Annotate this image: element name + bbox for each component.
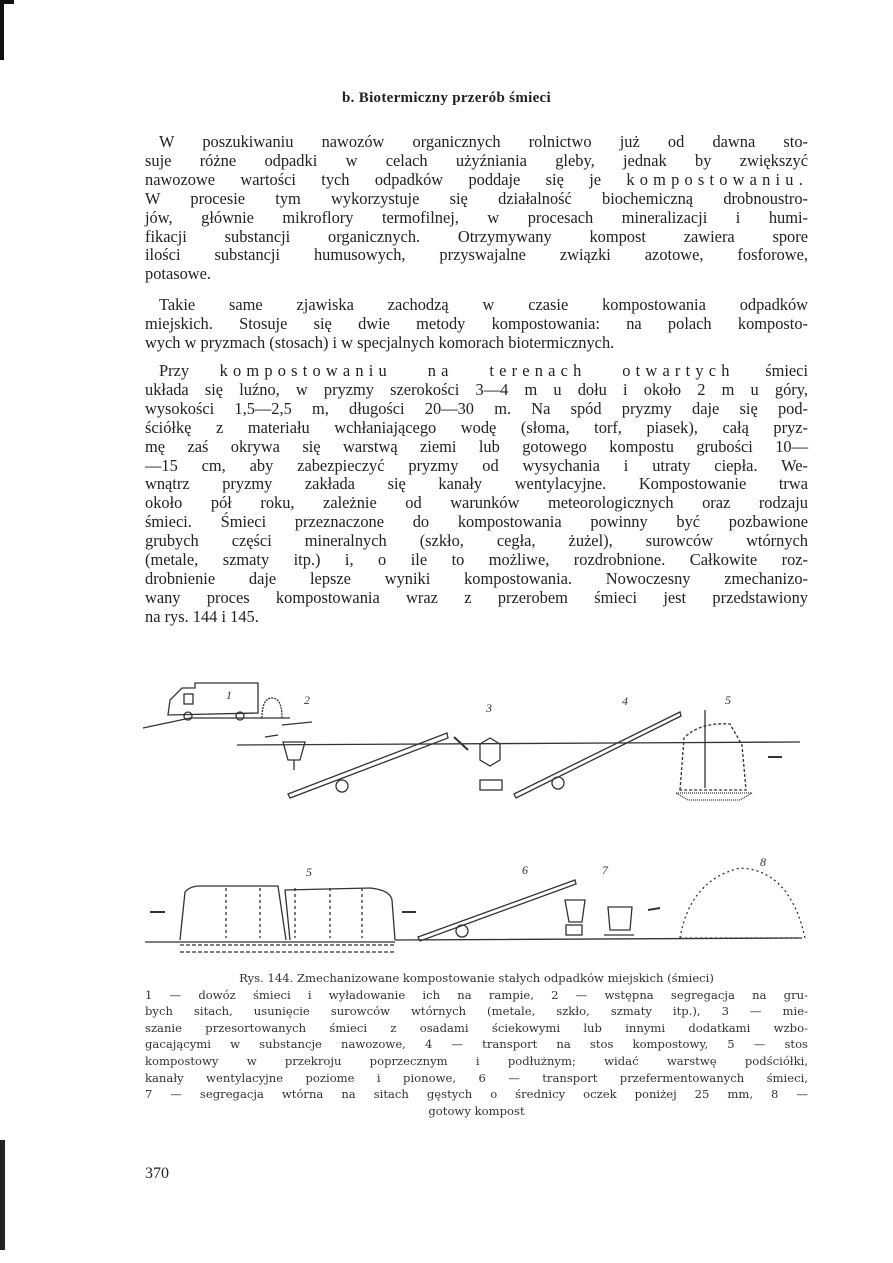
caption-line: kanały wentylacyjne poziome i pionowe, 6 — transport przefermentowanych śmieci, <box>145 1070 808 1085</box>
caption-title: Rys. 144. Zmechanizowane kompostowanie stałych odpadków miejskich (śmieci) <box>239 971 714 985</box>
truck-icon <box>168 683 282 720</box>
ramp-line <box>143 718 290 728</box>
figure-label: 5 <box>306 865 312 879</box>
text-segment: —15 cm, aby zabezpieczyć pryzmy od wysychania i utraty ciepła. We- <box>145 455 808 475</box>
figure-label: 3 <box>486 701 492 715</box>
text-segment: nawozowe wartości tych odpadków poddaje się je <box>145 169 627 189</box>
text-segment: Przy <box>159 361 220 380</box>
text-segment: ilości substancji humusowych, przyswajalne związki azotowe, fosforowe, <box>145 245 808 265</box>
text-segment: (metale, szmaty itp.) i, o ile to możliwe, rozdrobnione. Całkowite roz- <box>145 550 808 570</box>
caption-line: 7 — segregacja wtórna na sitach gęstych o średnicy oczek poniżej 25 mm, 8 — <box>145 1087 808 1102</box>
text-segment: fikacji substancji organicznych. Otrzymywany kompost zawiera spore <box>145 226 808 246</box>
figure-label: 1 <box>226 688 232 702</box>
figure-label: 7 <box>602 863 608 877</box>
mixer-3-icon <box>454 737 502 790</box>
text-segment: drobnienie daje lepsze wyniki kompostowania. Nowoczesny zmechanizo- <box>145 568 808 588</box>
text-segment: układa się luźno, w pryzmy szerokości 3—4 m u dołu i około 2 m u góry, <box>145 379 808 399</box>
figure-label: 8 <box>760 855 766 869</box>
figure-label: 4 <box>622 694 628 708</box>
text-segment: miejskich. Stosuje się dwie metody kompostowania: na polach komposto- <box>145 313 808 333</box>
figure-label: 2 <box>304 693 310 707</box>
text-segment: W procesie tym wykorzystuje się działalność biochemiczną drobnoustro- <box>145 188 808 208</box>
conveyor-1 <box>288 733 448 798</box>
text-segment: W poszukiwaniu nawozów organicznych rolnictwo już od dawna sto- <box>159 132 808 151</box>
text-segment: wych w pryzmach (stosach) i w specjalnych komorach biotermicznych. <box>145 332 615 352</box>
caption-line: kompostowy w przekroju poprzecznym i podłużnym; widać warstwę podściółki, <box>145 1053 808 1068</box>
conveyor-2 <box>514 712 681 798</box>
caption-line: szanie przesortowanych śmieci z osadami ściekowymi lub innymi dodatkami wzbo- <box>145 1020 808 1035</box>
page-number: 370 <box>145 1165 169 1182</box>
text-segment: potasowe. <box>145 264 212 284</box>
text-segment: wysokości 1,5—2,5 m, długości 20—30 m. Na spód pryzmy daje się pod- <box>145 398 808 418</box>
text-segment: grubych części mineralnych (szkło, cegła, żużel), surowców wtórnych <box>145 531 808 551</box>
text-segment: śmieci. Śmieci przeznaczone do kompostowania powinny być pozbawione <box>145 512 808 532</box>
conveyor-6 <box>418 880 576 941</box>
text-segment: mę zaś okrywa się warstwą ziemi lub gotowego kompostu grubości 10— <box>145 436 808 456</box>
section-title: b. Biotermiczny przerób śmieci <box>342 90 551 106</box>
sieve-7-icon <box>565 900 634 935</box>
figure-label: 6 <box>522 863 528 877</box>
emphasized-text: kompostowaniu na terenach otwartych <box>219 361 735 380</box>
text-segment: suje różne odpadki w celach użyźniania gleby, jednak by zwiększyć <box>145 150 808 170</box>
sieve-2-icon <box>265 722 312 770</box>
compost-pile-5 <box>676 710 752 800</box>
scan-edge-mark <box>0 1140 5 1250</box>
finished-compost-pile-8 <box>680 868 805 938</box>
caption-line: gotowy kompost <box>428 1103 525 1118</box>
caption-line: gacającymi w substancje nawozowe, 4 — transport na stos kompostowy, 5 — stos <box>145 1037 808 1052</box>
text-segment: na rys. 144 i 145. <box>145 606 259 626</box>
caption-line: bych sitach, usunięcie surowców wtórnych (metale, szkło, szmaty itp.), 3 — mie- <box>145 1004 808 1019</box>
caption-body <box>145 987 808 1120</box>
text-segment: śmieci <box>734 361 808 380</box>
text-segment: ściółkę z materiału wchłaniającego wodę (słoma, torf, piasek), całą pryz- <box>145 417 808 437</box>
arrow-right-icon <box>648 908 660 910</box>
text-segment: jów, głównie mikroflory termofilnej, w procesach mineralizacji i humi- <box>145 207 808 227</box>
text-segment: Takie same zjawiska zachodzą w czasie kompostowania odpadków <box>159 295 808 314</box>
caption-line: 1 — dowóz śmieci i wyładowanie ich na rampie, 2 — wstępna segregacja na gru- <box>145 987 808 1002</box>
figure-label: 5 <box>725 693 731 707</box>
text-segment: wany proces kompostowania wraz z przerobem śmieci jest przedstawiony <box>145 587 808 607</box>
emphasized-text: kompostowaniu. <box>626 169 808 189</box>
ground-line-top <box>237 742 800 745</box>
figure-caption <box>145 970 808 1119</box>
text-segment: około pół roku, zależnie od warunków meteorologicznych oraz rodzaju <box>145 493 808 513</box>
text-segment: wnątrz pryzmy zakłada się kanały wentylacyjne. Kompostowanie trwa <box>145 474 808 494</box>
